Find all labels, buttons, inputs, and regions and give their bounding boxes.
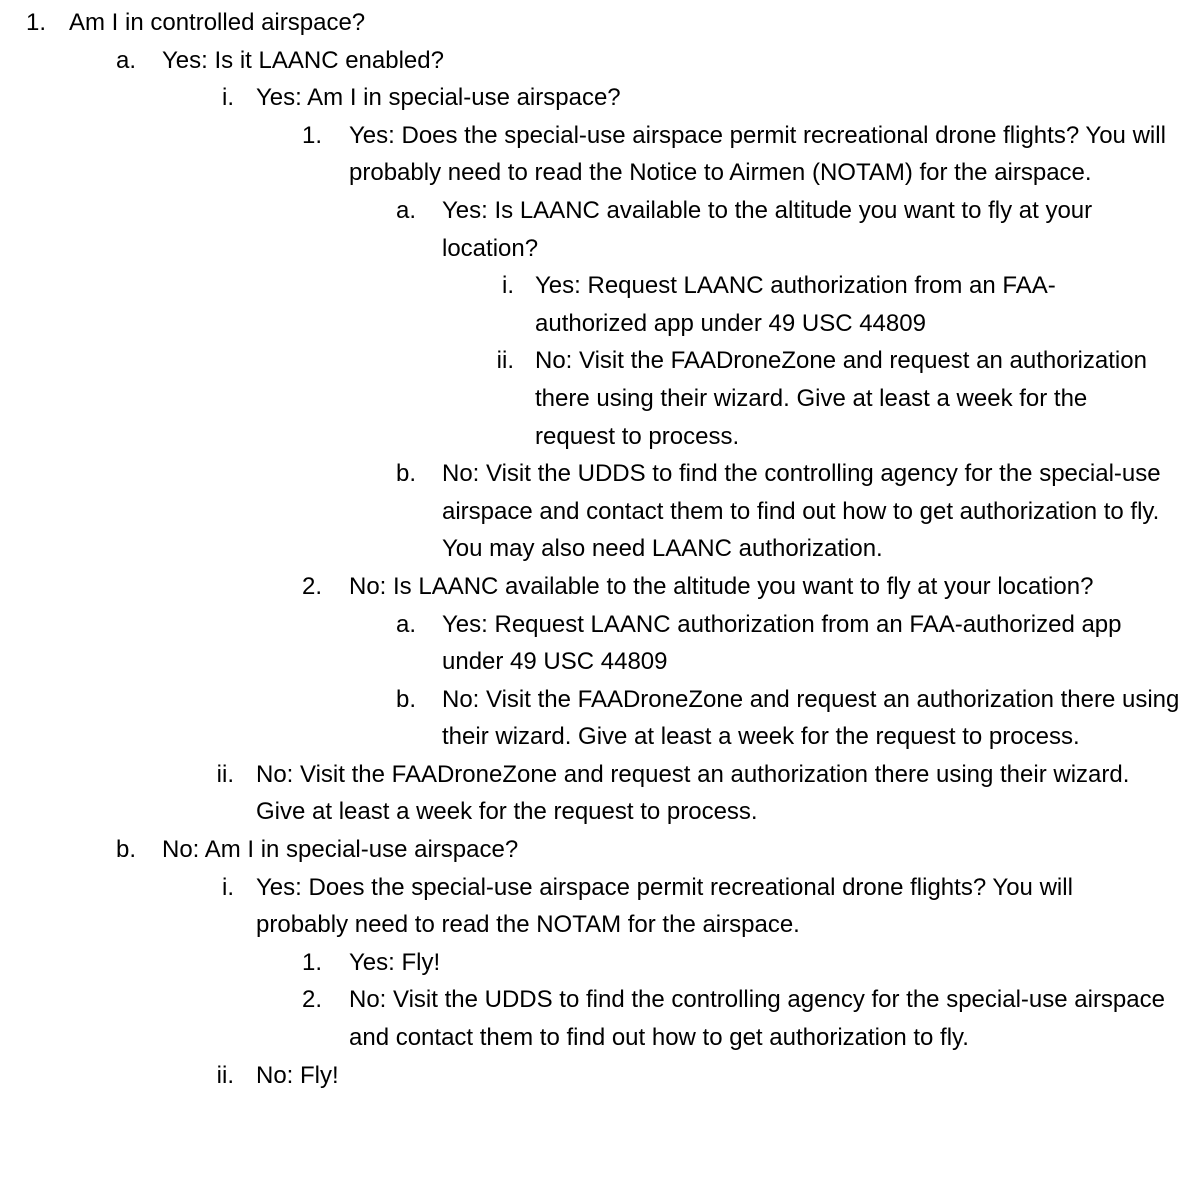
- list-marker: 1.: [25, 9, 46, 36]
- list-item-text: No: Visit the UDDS to find the controlling agency for the special-use airspace and contact them to find out how to get authorization to fly. You may also need LAANC authorization.: [442, 460, 1161, 563]
- list-item-text: No: Visit the UDDS to find the controlling agency for the special-use airspace and contact them to find out how to get authorization to fly.: [349, 986, 1165, 1052]
- list-item-text: No: Visit the FAADroneZone and request an authorization there using their wizard. Give at least a week for the request to process.: [535, 347, 1147, 450]
- list-item-text: Yes: Fly!: [349, 948, 441, 976]
- list-marker: i.: [502, 272, 514, 300]
- outline-item: [0, 455, 1200, 568]
- list-item-text: Yes: Is LAANC available to the altitude you want to fly at your location?: [442, 196, 1093, 262]
- list-marker: i.: [222, 873, 234, 901]
- decision-outline: [0, 4, 1200, 1094]
- list-item-text: Yes: Request LAANC authorization from an FAA-authorized app under 49 USC 44809: [535, 272, 1056, 337]
- list-marker: 1.: [301, 121, 322, 149]
- list-marker: ii.: [216, 760, 234, 788]
- outline-item: [0, 981, 1200, 1056]
- list-item-text: No: Am I in special-use airspace?: [162, 836, 519, 864]
- list-marker: b.: [395, 685, 416, 713]
- outline-item: [0, 606, 1200, 681]
- list-marker: a.: [115, 46, 136, 74]
- list-marker: b.: [115, 836, 136, 864]
- outline-item: [0, 756, 1200, 831]
- list-item-text: Yes: Is it LAANC enabled?: [162, 46, 444, 74]
- list-marker: ii.: [216, 1061, 234, 1089]
- list-marker: 2.: [301, 986, 322, 1014]
- list-marker: 1.: [301, 948, 322, 976]
- list-item-text: No: Fly!: [256, 1061, 339, 1089]
- list-item-text: No: Visit the FAADroneZone and request an authorization there using their wizard. Give at least a week for the request to process.: [256, 760, 1130, 826]
- list-marker: ii.: [496, 347, 514, 375]
- list-item-text: Yes: Does the special-use airspace permit recreational drone flights? You will probably need to read the NOTAM for the airspace.: [256, 873, 1073, 939]
- list-marker: 2.: [301, 572, 322, 600]
- outline-item: [0, 831, 1200, 869]
- outline-item: [0, 42, 1200, 80]
- list-item-text: No: Is LAANC available to the altitude you want to fly at your location?: [349, 572, 1094, 600]
- list-item-text: Yes: Does the special-use airspace permit recreational drone flights? You will probably need to read the Notice to Airmen (NOTAM) for the airspace.: [349, 121, 1166, 187]
- outline-item: [0, 869, 1200, 944]
- list-item-text: Yes: Request LAANC authorization from an FAA-authorized app under 49 USC 44809: [442, 610, 1122, 676]
- list-marker: a.: [395, 196, 416, 224]
- outline-item: [0, 4, 1200, 42]
- list-marker: a.: [395, 610, 416, 638]
- outline-item: [0, 1057, 1200, 1095]
- outline-item: [0, 192, 1200, 267]
- list-item-text: Yes: Am I in special-use airspace?: [256, 84, 621, 112]
- list-item-text: No: Visit the FAADroneZone and request an authorization there using their wizard. Give at least a week for the request to process.: [442, 685, 1180, 751]
- outline-item: [0, 681, 1200, 756]
- outline-item: [0, 944, 1200, 982]
- list-item-text: Am I in controlled airspace?: [69, 9, 366, 36]
- outline-item: [0, 342, 1200, 455]
- outline-item: [0, 117, 1200, 192]
- outline-item: [0, 568, 1200, 606]
- outline-item: [0, 267, 1200, 342]
- list-marker: b.: [395, 460, 416, 488]
- list-marker: i.: [222, 84, 234, 112]
- outline-item: [0, 79, 1200, 117]
